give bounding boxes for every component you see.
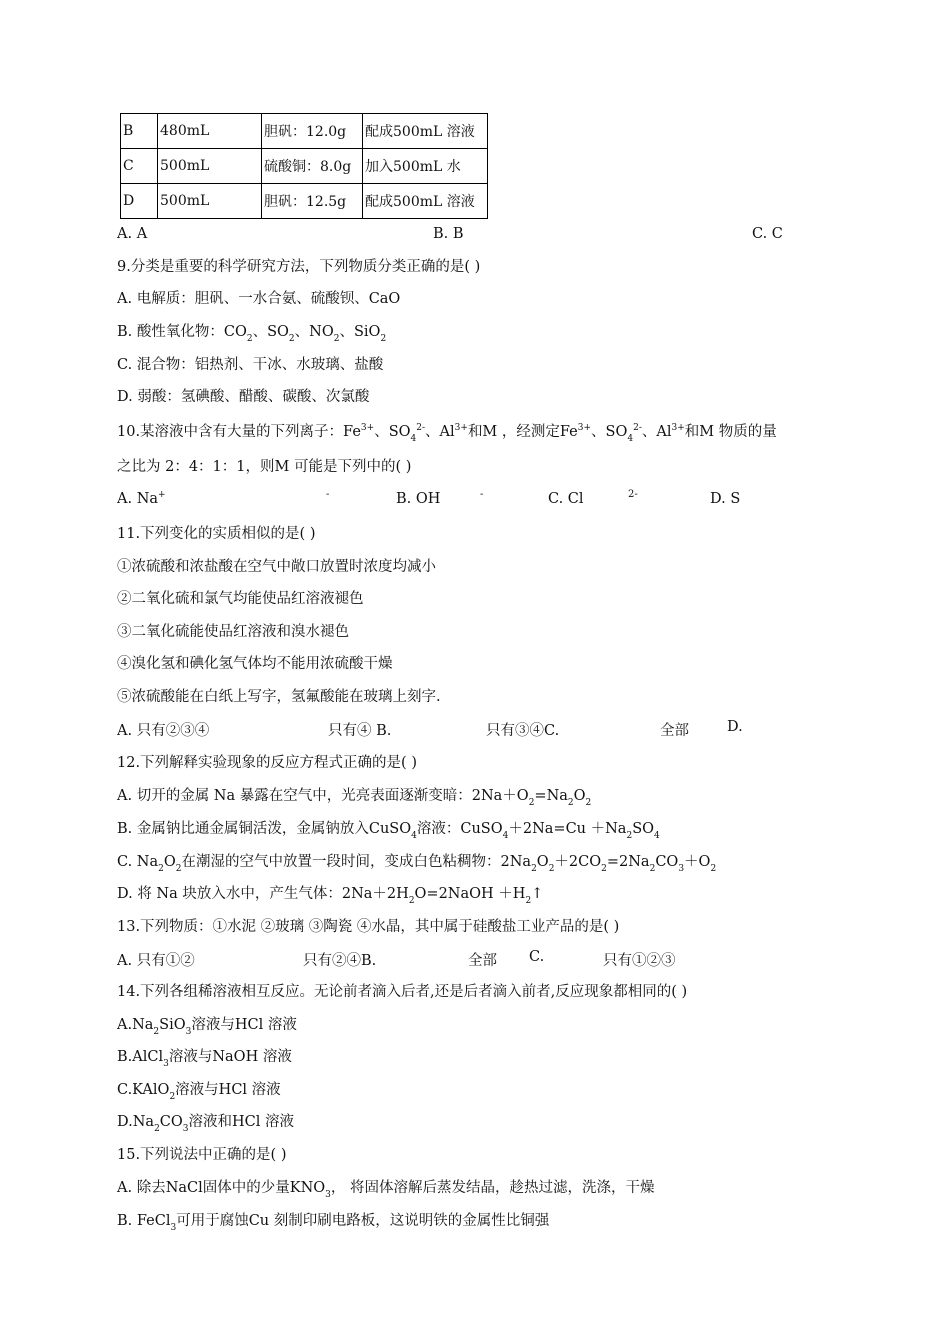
table-row [121, 184, 488, 219]
question-11-stem: 11.下列变化的实质相似的是( ) [117, 526, 316, 542]
question-10-option-d: D. S [710, 491, 741, 507]
question-14-option-b: B.AlCl$_3$溶液与NaOH 溶液 [117, 1049, 292, 1069]
question-12-option-b: B. 金属钠比通金属铜活泼，金属钠放入CuSO$_4$溶液：CuSO$_4$＋2Na=Cu $+Na_2SO_4$ [117, 821, 660, 841]
question-9-option-a: A. 电解质：胆矾、一水合氨、硫酸钡、CaO [117, 291, 401, 307]
question-10-option-a: A. Na+ [117, 490, 166, 507]
question-11-item: ①浓硫酸和浓盐酸在空气中敞口放置时浓度均减小 [117, 559, 436, 575]
table-cell: 500mL [158, 149, 262, 184]
question-13-option: A. 只有①② [117, 953, 195, 969]
table-cell: 加入500mL 水 [363, 149, 488, 184]
question-11-option: 全部 [660, 723, 689, 739]
question-13-option: 只有②④B. [303, 953, 377, 969]
charge-mark: - [326, 489, 330, 500]
charge-mark: 2- [628, 489, 638, 500]
question-14-option-a: $A.Na_2SiO_3$溶液与HCl 溶液 [117, 1017, 297, 1037]
question-11-item: ②二氧化硫和氯气均能使品红溶液褪色 [117, 591, 364, 607]
option-b: B. B [433, 226, 464, 242]
question-10-stem-line2: 之比为 2：4：1：1，则M 可能是下列中的( ) [117, 459, 412, 475]
table-cell: B [121, 114, 158, 149]
question-15-stem: 15.下列说法中正确的是( ) [117, 1147, 287, 1163]
table-cell: 硫酸铜：8.0g [262, 149, 363, 184]
question-9-option-d: D. 弱酸：氢碘酸、醋酸、碳酸、次氯酸 [117, 389, 370, 405]
table-row [121, 114, 488, 149]
table-cell: 配成500mL 溶液 [363, 184, 488, 219]
question-11-option: A. 只有②③④ [117, 723, 210, 739]
question-11-option: 只有③④C. [486, 723, 560, 739]
question-10-option-c: C. Cl [548, 491, 584, 507]
table-cell: C [121, 149, 158, 184]
question-9-stem: 9.分类是重要的科学研究方法，下列物质分类正确的是( ) [117, 259, 481, 275]
question-9-option-b: B. 酸性氧化物：$CO_2$、$SO_2$、$NO_2$、SiO$_2$ [117, 324, 387, 344]
question-11-item: ④溴化氢和碘化氢气体均不能用浓硫酸干燥 [117, 656, 393, 672]
question-12-stem: 12.下列解释实验现象的反应方程式正确的是( ) [117, 755, 417, 771]
table-cell: 配成500mL 溶液 [363, 114, 488, 149]
question-11-item: ③二氧化硫能使品红溶液和溴水褪色 [117, 624, 349, 640]
question-15-option-b: B. FeCl$_3$可用于腐蚀Cu 刻制印刷电路板，这说明铁的金属性比铜强 [117, 1213, 550, 1233]
question-10-stem: 10.某溶液中含有大量的下列离子：$Fe^{3+}$、$SO_4^{2-}$、$Al^{3+}$和M ，经测定$Fe^{3+}$、$SO_4^{2-}$、$Al^{3+}$和M 物质的量 [117, 423, 777, 444]
table-cell: 480mL [158, 114, 262, 149]
table-cell: 500mL [158, 184, 262, 219]
question-13-stem: 13.下列物质：①水泥 ②玻璃 ③陶瓷 ④水晶，其中属于硅酸盐工业产品的是( ) [117, 919, 620, 935]
question-14-option-c: C.KAlO$_2$溶液与HCl 溶液 [117, 1082, 281, 1102]
question-13-option: 全部 [468, 953, 497, 969]
table-row [121, 149, 488, 184]
question-13-option: C. [529, 949, 545, 965]
question-9-option-c: C. 混合物：铝热剂、干冰、水玻璃、盐酸 [117, 357, 384, 373]
question-12-option-d: D. 将 Na 块放入水中，产生气体：$2Na+2H_2O=2NaOH$ $+H_2↑$ [117, 886, 544, 906]
table-cell: 胆矾：12.0g [262, 114, 363, 149]
question-12-option-a: A. 切开的金属 Na 暴露在空气中，光亮表面逐渐变暗：$2Na+O_2=Na_2O_2$ [117, 788, 592, 808]
table-cell: 胆矾：12.5g [262, 184, 363, 219]
charge-mark: - [480, 489, 484, 500]
question-11-item: ⑤浓硫酸能在白纸上写字，氢氟酸能在玻璃上刻字. [117, 689, 441, 705]
question-13-option: 只有①②③ [603, 953, 676, 969]
question-12-option-c: C. $Na_2O_2$在潮湿的空气中放置一段时间，变成白色粘稠物：$2Na_2O_2+2CO_2=2Na_2CO_3+O_2$ [117, 854, 717, 874]
options-table [120, 113, 488, 219]
question-14-stem: 14.下列各组稀溶液相互反应。无论前者滴入后者,还是后者滴入前者,反应现象都相同的( ) [117, 984, 688, 1000]
option-c: C. C [752, 226, 783, 242]
question-10-option-b: B. OH [396, 491, 441, 507]
option-a: A. A [117, 226, 148, 242]
question-11-option: 只有④ B. [328, 723, 392, 739]
question-14-option-d: $D.Na_2CO_3$溶液和HCl 溶液 [117, 1114, 295, 1134]
table-cell: D [121, 184, 158, 219]
question-15-option-a: A. 除去NaCl固体中的少量$KNO_3$， 将固体溶解后蒸发结晶，趁热过滤，洗涤，干燥 [117, 1180, 655, 1200]
question-11-option: D. [727, 719, 743, 735]
